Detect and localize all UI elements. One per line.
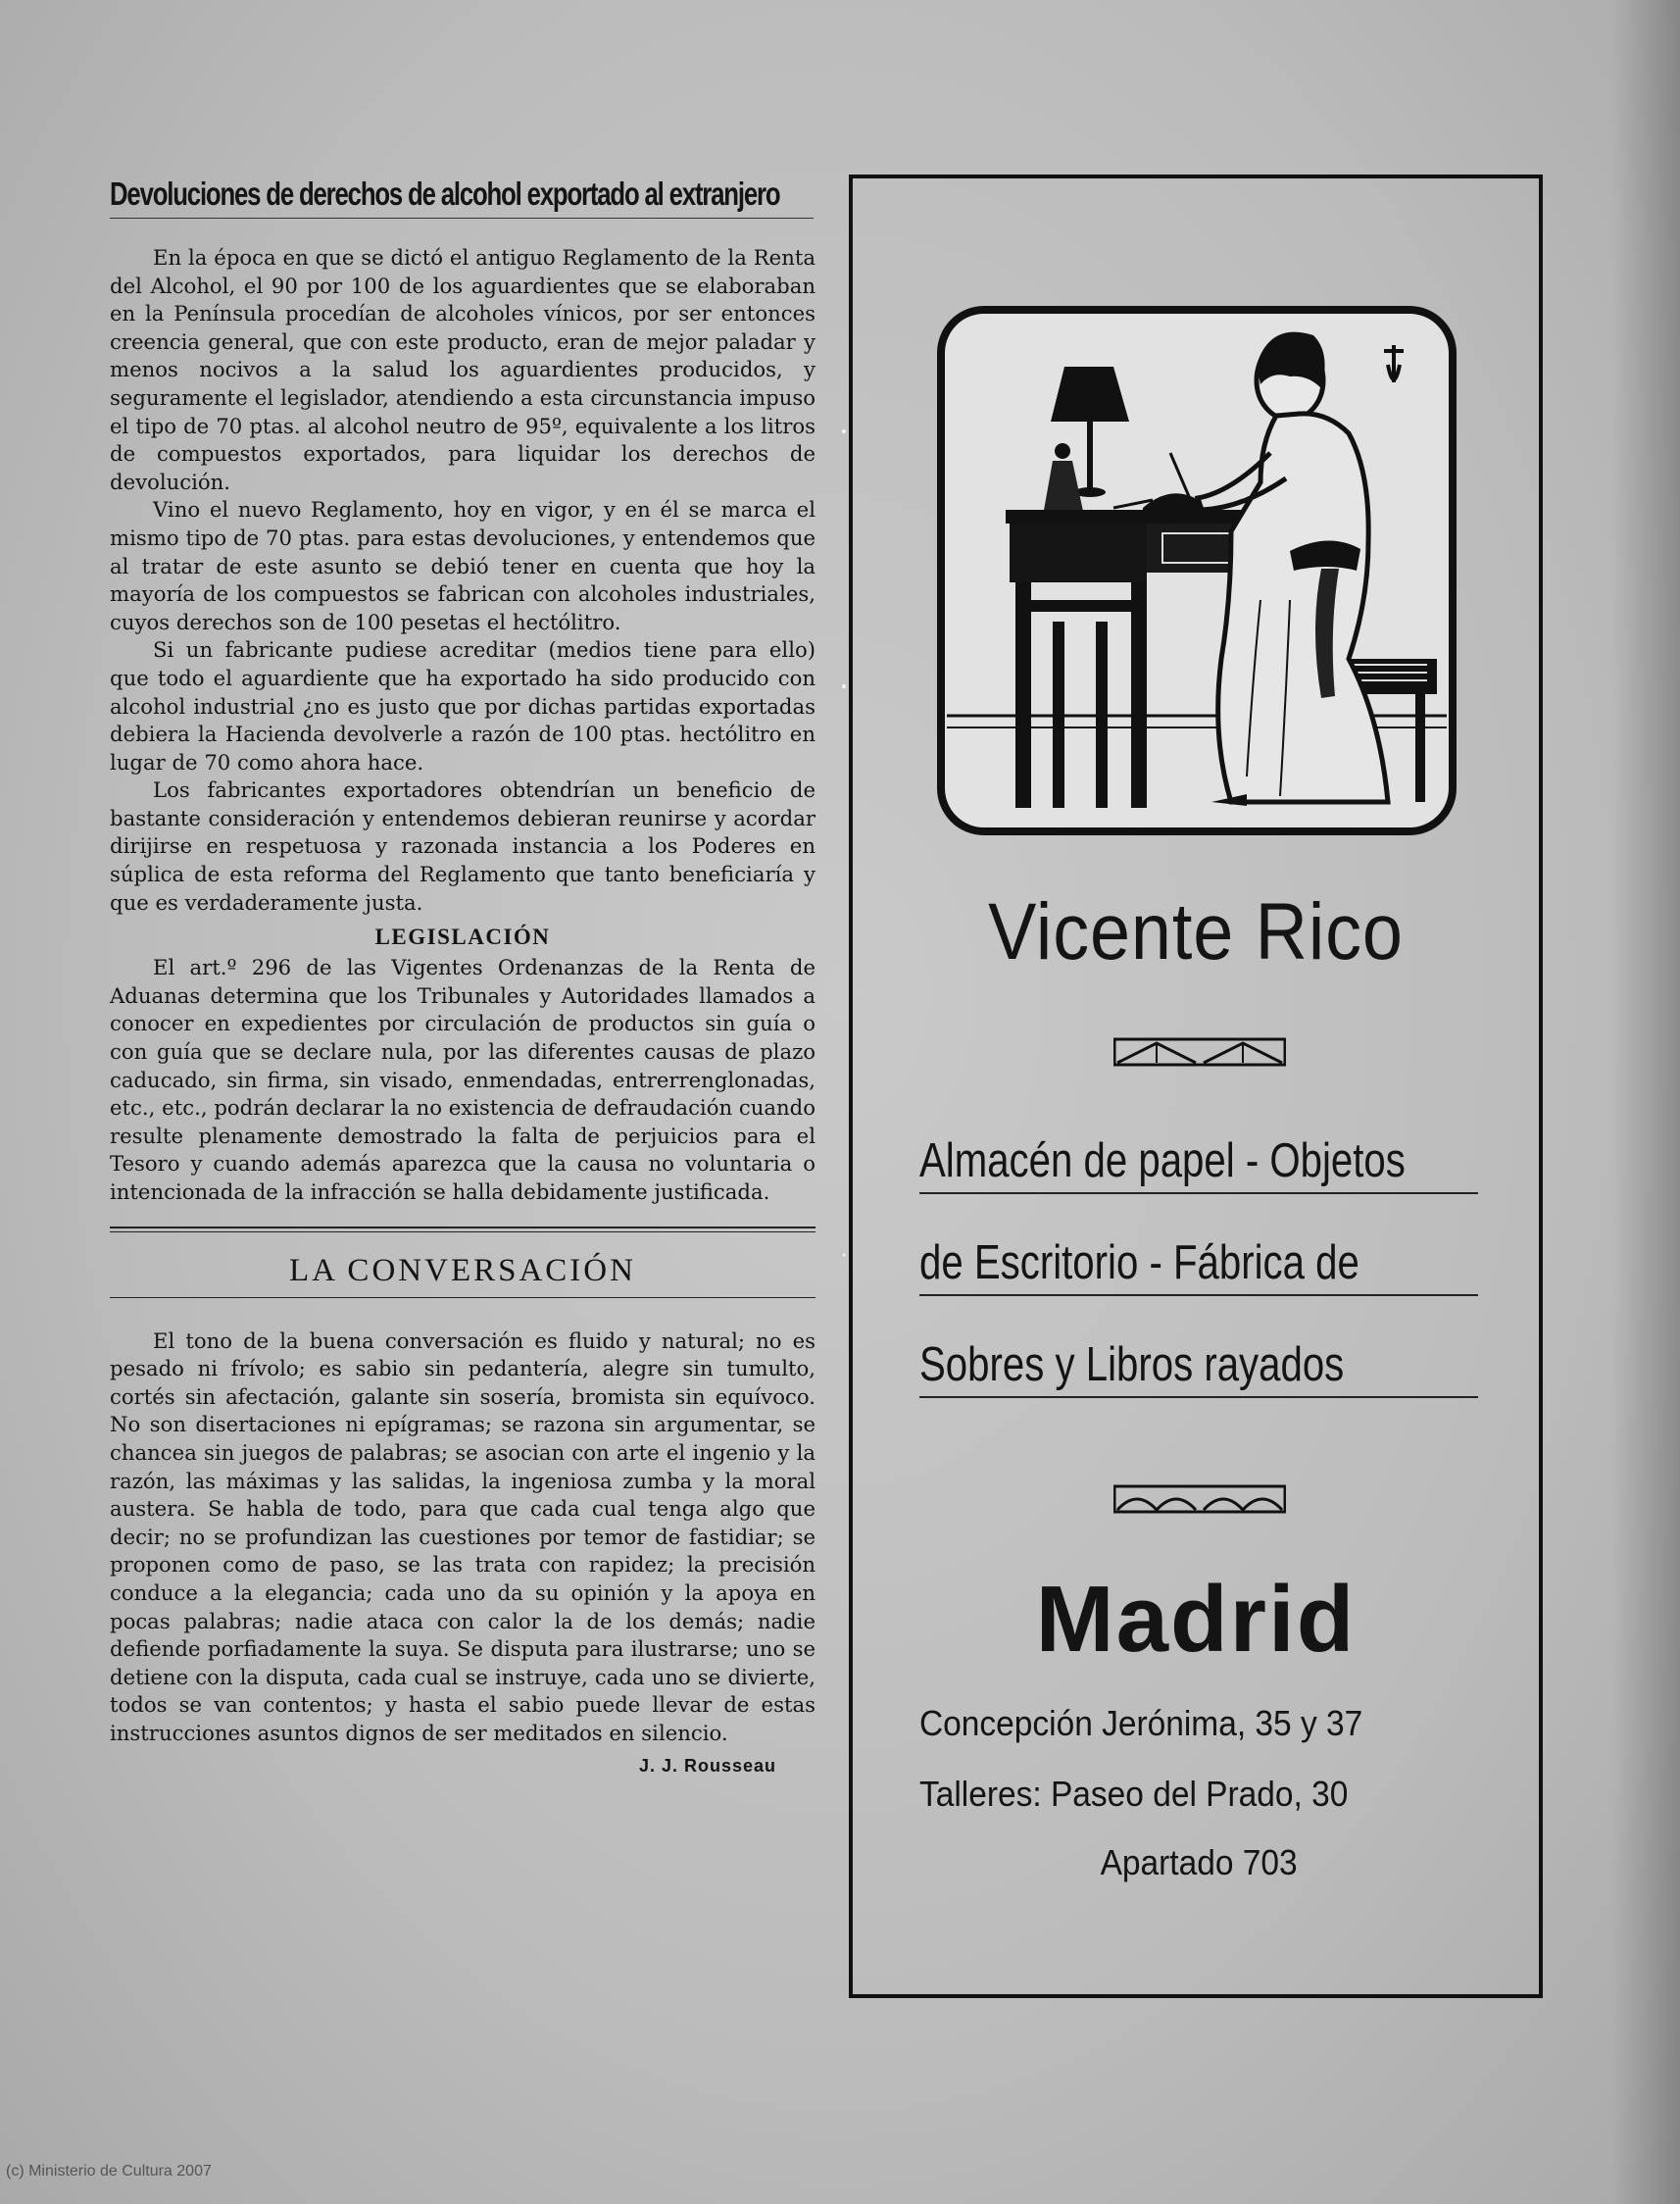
- left-column: [110, 173, 815, 1777]
- column-gutter-specks: [841, 176, 847, 2000]
- headline-underline: [110, 218, 814, 219]
- article-paragraph-1: En la época en que se dictó el antiguo Reglamento de la Renta del Alcohol, el 90 por 100 de los aguardientes que se elaboraban en la Península procedían de alcoholes vínicos, por ser entonces creencia general, que con este producto, eran de mejor paladar y menos nocivos a la salud los aguardientes producidos, y seguramente el legislador, atendiendo a esta circunstancia impuso el tipo de 70 ptas. al alcohol neutro de 95º, equivalente a los litros de compuestos exportados, para liquidar los derechos de devolución.: [110, 245, 815, 494]
- legislacion-paragraph: El art.º 296 de las Vigentes Ordenanzas de la Renta de Aduanas determina que los Tribunales y Autoridades llamados a conocer en expedientes por circulación de productos sin guía o con guía que se declare nula, por las diferentes causas de plazo caducado, sin firma, sin visado, enmendadas, entrerrenglonadas, etc., etc., podrán declarar la no existencia de defraudación cuando resulte plenamente demostrado la falta de perjuicios para el Tesoro y cuando además aparezca que la causa no voluntaria o intencionada de la infracción se halla debidamente justificada.: [110, 955, 815, 1204]
- article-paragraph-2: Vino el nuevo Reglamento, hoy en vigor, y en él se marca el mismo tipo de 70 ptas. para estas devoluciones, y entendemos que al tratar de este asunto se debió tener en cuenta que hoy la mayoría de los compuestos se fabrican con alcoholes industriales, cuyos derechos son de 100 pesetas el hectólitro.: [110, 497, 815, 634]
- address-line-3: [919, 1841, 1478, 1884]
- address-line-3-text: Apartado 703: [1100, 1842, 1298, 1882]
- page-edge-shadow: [1611, 0, 1680, 2204]
- ad-line-2: [919, 1231, 1478, 1296]
- city-name: Madrid: [1035, 1567, 1357, 1672]
- article-paragraph-4: Los fabricantes exportadores obtendrían un beneficio de bastante consideración y entendemos debieran reunirse y acordar dirijirse en respetuosa y razonada instancia a los Poderes en súplica de esta reforma del Reglamento que tanto beneficiaría y que es verdaderamente justa.: [110, 777, 815, 915]
- conversacion-paragraph: El tono de la buena conversación es fluido y natural; no es pesado ni frívolo; es sabio sin pedantería, alegre sin tumulto, cortés sin afectación, galante sin sosería, bromista sin equívoco. No son disertaciones ni epígramas; se razona sin argumentar, se chancea sin juegos de palabras; se asocian con arte el ingenio y la razón, las máximas y las salidas, la ingeniosa zumba y la moral austera. Se habla de todo, para que cada cual tenga algo que decir; no se profundizan las cuestiones por temor de fastidiar; se proponen como de paso, se las trata con rapidez; la precisión conduce a la elegancia; cada uno da su opinión y la apoya en pocas palabras; nadie ataca con calor la de los demás; nadie defiende porfiadamente la suya. Se disputa para ilustrarse; uno se detiene con la disputa, cada cual se instruye, cada uno se divierte, todos se van contentos; y hasta el sabio puede llevar de estas instrucciones asuntos dignos de ser meditados en silencio.: [110, 1327, 815, 1745]
- ad-line-3: [919, 1333, 1478, 1398]
- legislacion-heading: LEGISLACIÓN: [374, 925, 551, 950]
- address-line-1: [919, 1702, 1478, 1745]
- article-paragraph-3: Si un fabricante pudiese acreditar (medios tiene para ello) que todo el aguardiente que ha exportado ha sido producido con alcohol industrial ¿no es justo que por dichas partidas exportadas debiera la Hacienda devolverle a razón de 100 ptas. hectólitro en lugar de 70 como ahora hace.: [110, 637, 815, 775]
- article-headline: Devoluciones de derechos de alcohol exportado al extranjero: [110, 175, 780, 212]
- section-divider: [110, 1227, 815, 1232]
- ad-line-3-text: Sobres y Libros rayados: [919, 1338, 1345, 1391]
- conversacion-title-underline: [110, 1297, 815, 1298]
- woman-writing-illustration: [937, 306, 1457, 835]
- address-line-2: [919, 1773, 1478, 1816]
- author-signature: J. J. Rousseau: [638, 1755, 776, 1776]
- ad-line-1: [919, 1129, 1478, 1194]
- ornament-bottom: [1113, 1484, 1286, 1514]
- copyright-watermark: (c) Ministerio de Cultura 2007: [6, 2163, 212, 2179]
- company-name: Vicente Rico: [988, 887, 1404, 977]
- advertisement-box: [849, 175, 1543, 1998]
- ad-line-1-text: Almacén de papel - Objetos: [919, 1134, 1406, 1187]
- ornament-top: [1113, 1037, 1286, 1067]
- conversacion-title: LA CONVERSACIÓN: [289, 1252, 636, 1288]
- address-line-2-text: Talleres: Paseo del Prado, 30: [919, 1774, 1349, 1814]
- address-line-1-text: Concepción Jerónima, 35 y 37: [919, 1703, 1363, 1743]
- ad-line-2-text: de Escritorio - Fábrica de: [919, 1236, 1359, 1289]
